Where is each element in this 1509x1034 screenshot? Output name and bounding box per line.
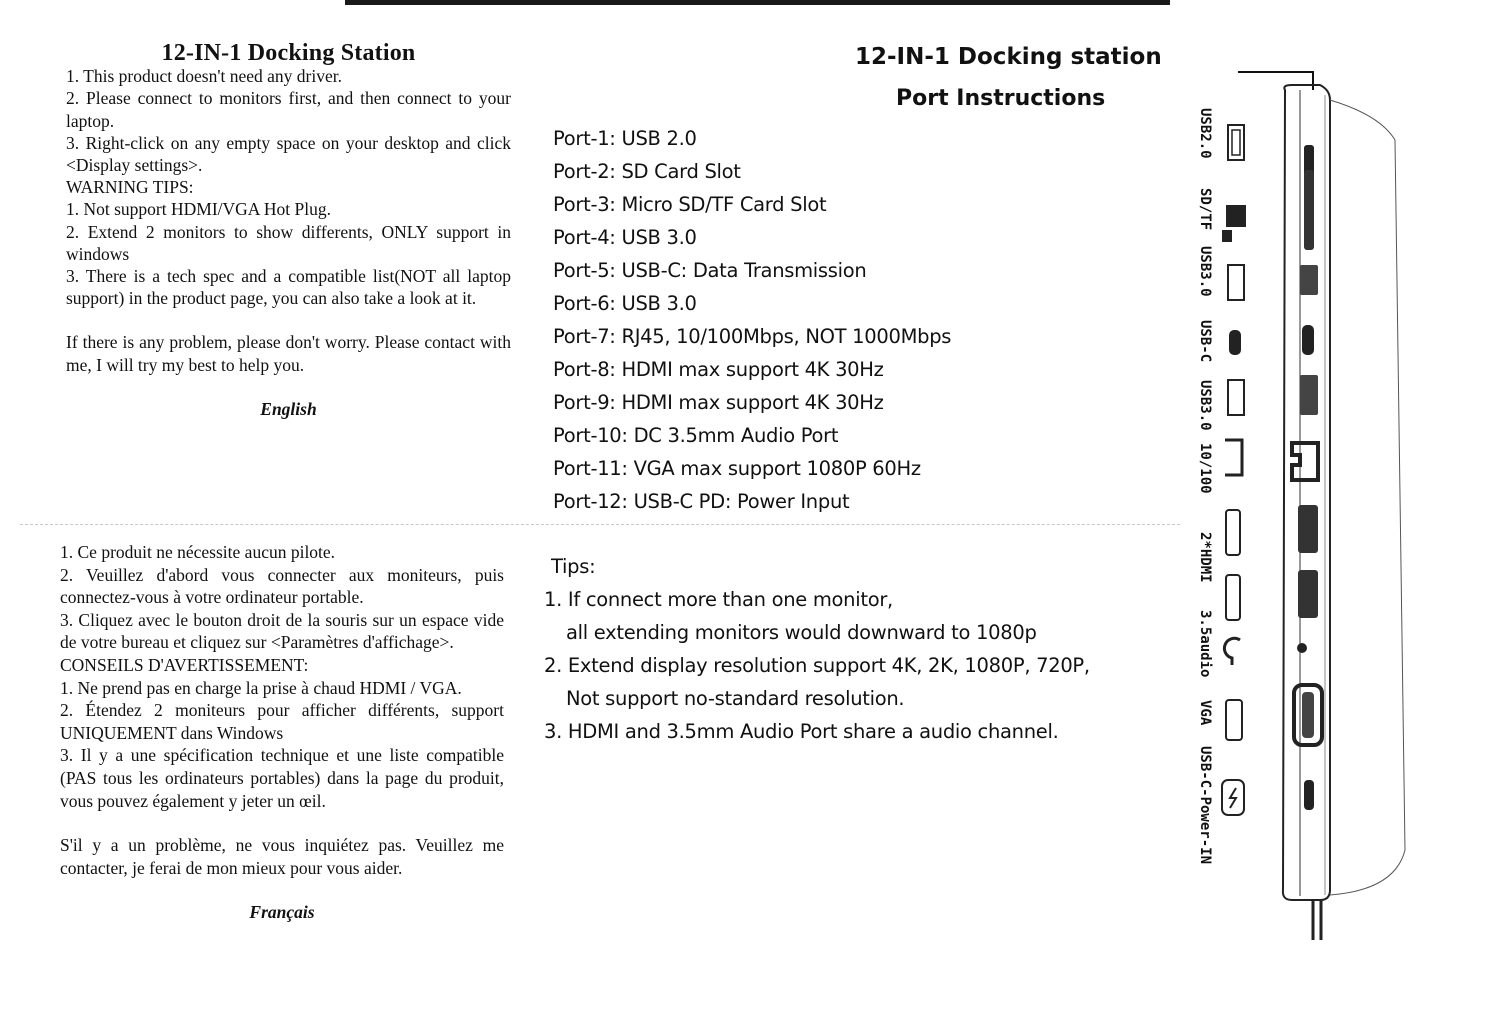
fold-line	[20, 524, 1180, 525]
french-line-1: 1. Ce produit ne nécessite aucun pilote.	[60, 542, 336, 562]
french-warning-2: 2. Étendez 2 moniteurs pour afficher différents, support UNIQUEMENT dans Windows	[60, 700, 504, 743]
english-line-3: 3. Right-click on any empty space on your desktop and click <Display settings>.	[66, 132, 511, 176]
french-closing: S'il y a un problème, ne vous inquiétez pas. Veuillez me contacter, je ferai de mon mieux pour vous aider.	[60, 835, 504, 878]
english-closing: If there is any problem, please don't worry. Please contact with me, I will try my best to help you.	[66, 332, 511, 375]
english-warning-3: 3. There is a tech spec and a compatible list(NOT all laptop support) in the product page, you can also take a look at it.	[66, 266, 511, 309]
port-list	[553, 122, 951, 518]
tip-line: 1. If connect more than one monitor,	[544, 588, 893, 611]
port-item: Port-11: VGA max support 1080P 60Hz	[553, 457, 921, 480]
tip-line: 3. HDMI and 3.5mm Audio Port share a audio channel.	[544, 720, 1059, 743]
port-item: Port-9: HDMI max support 4K 30Hz	[553, 391, 884, 414]
tip-line: 2. Extend display resolution support 4K, 2K, 1080P, 720P,	[544, 654, 1090, 677]
french-language-label: Français	[249, 902, 315, 923]
english-section	[66, 42, 511, 420]
docking-station-illustration	[1180, 60, 1505, 960]
label-sdtf: SD/TF	[1197, 188, 1213, 231]
english-line-1: 1. This product doesn't need any driver.	[66, 66, 342, 87]
port-item: Port-2: SD Card Slot	[553, 160, 741, 183]
instructions-subtitle: Port Instructions	[896, 86, 1106, 111]
tips-section	[544, 550, 1090, 748]
port-item: Port-12: USB-C PD: Power Input	[553, 490, 850, 513]
label-usb2: USB2.0	[1197, 108, 1213, 159]
french-warning-3: 3. Il y a une spécification technique et une liste compatible (PAS tous les ordinateurs portables) dans la page du produit, vous pouvez également y jeter un œil.	[60, 745, 504, 811]
english-warning-header: WARNING TIPS:	[66, 177, 194, 198]
instructions-title: 12-IN-1 Docking station	[855, 44, 1162, 70]
english-language-label: English	[260, 398, 317, 419]
docking-station-diagram	[1180, 60, 1505, 960]
label-power: USB-C-Power-IN	[1197, 746, 1213, 865]
label-usbc: USB-C	[1197, 320, 1213, 363]
port-item: Port-5: USB-C: Data Transmission	[553, 259, 867, 282]
english-warning-1: 1. Not support HDMI/VGA Hot Plug.	[66, 199, 331, 220]
port-item: Port-1: USB 2.0	[553, 127, 697, 150]
port-item: Port-8: HDMI max support 4K 30Hz	[553, 358, 884, 381]
tip-line: all extending monitors would downward to 1080p	[566, 621, 1037, 644]
french-warning-header: CONSEILS D'AVERTISSEMENT:	[60, 654, 309, 675]
label-audio: 3.5audio	[1197, 610, 1213, 678]
tips-header: Tips:	[551, 555, 596, 578]
french-section	[60, 541, 504, 924]
english-title: 12-IN-1 Docking Station	[161, 40, 416, 66]
french-warning-1: 1. Ne prend pas en charge la prise à chaud HDMI / VGA.	[60, 677, 462, 698]
label-hdmi: 2*HDMI	[1197, 532, 1213, 583]
port-item: Port-6: USB 3.0	[553, 292, 697, 315]
french-line-3: 3. Cliquez avec le bouton droit de la souris sur un espace vide de votre bureau et cliquez sur <Paramètres d'affichage>.	[60, 609, 504, 653]
label-vga: VGA	[1197, 700, 1213, 726]
label-usb3-a: USB3.0	[1197, 246, 1213, 297]
tip-line: Not support no-standard resolution.	[566, 687, 905, 710]
label-usb3-b: USB3.0	[1197, 380, 1213, 431]
port-item: Port-7: RJ45, 10/100Mbps, NOT 1000Mbps	[553, 325, 952, 348]
port-item: Port-3: Micro SD/TF Card Slot	[553, 193, 827, 216]
port-item: Port-4: USB 3.0	[553, 226, 697, 249]
port-item: Port-10: DC 3.5mm Audio Port	[553, 424, 839, 447]
french-line-2: 2. Veuillez d'abord vous connecter aux moniteurs, puis connectez-vous à votre ordinateur portable.	[60, 564, 504, 608]
top-edge-bar	[345, 0, 1170, 5]
english-warning-2: 2. Extend 2 monitors to show differents, ONLY support in windows	[66, 221, 511, 264]
english-line-2: 2. Please connect to monitors first, and then connect to your laptop.	[66, 88, 511, 131]
label-rj45: 10/100	[1197, 443, 1213, 494]
